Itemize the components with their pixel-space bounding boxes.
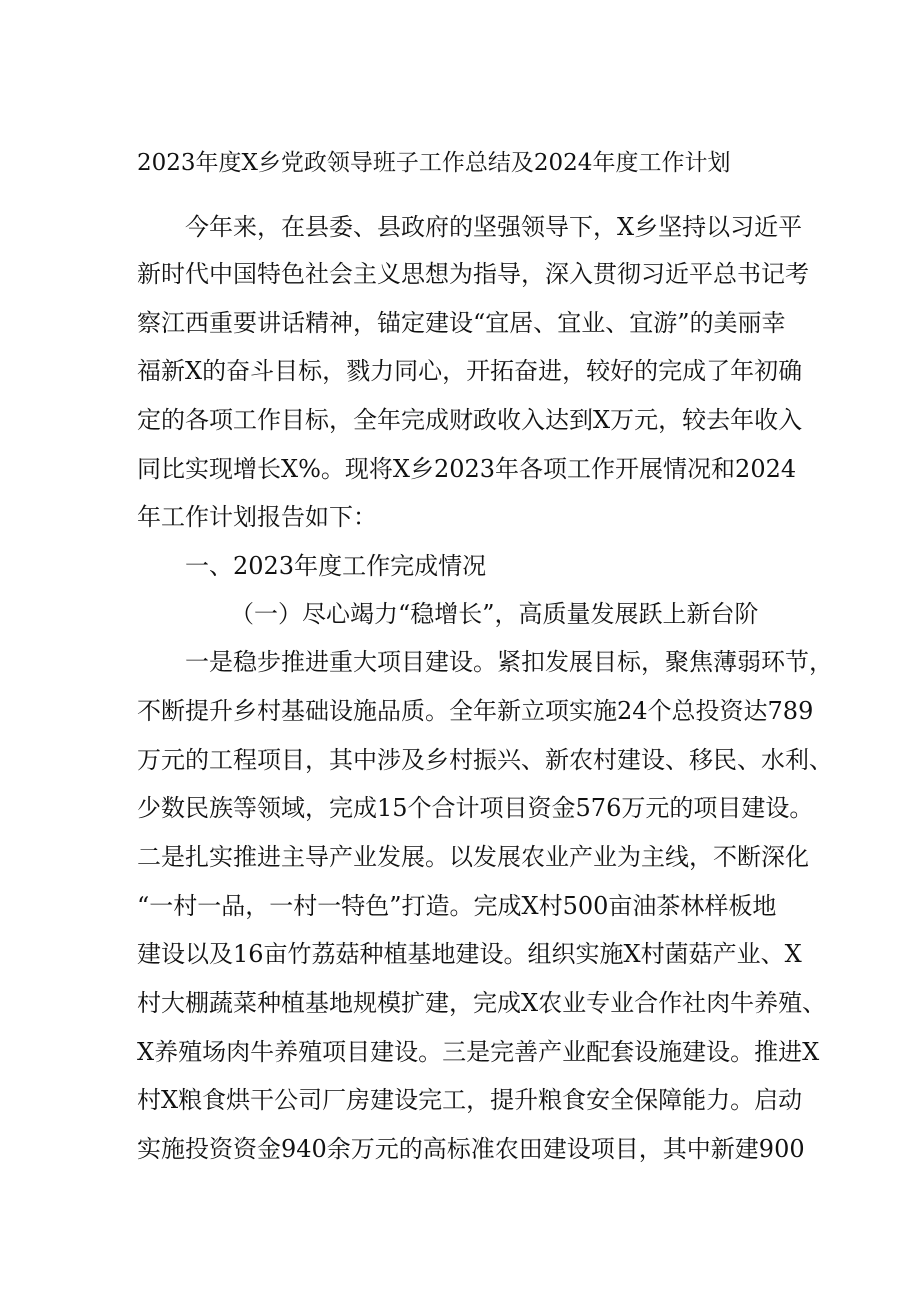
- paragraph-line: 一是稳步推进重大项目建设。紧扣发展目标，聚焦薄弱环节，: [185, 648, 833, 676]
- paragraph-line: 定的各项工作目标，全年完成财政收入达到X万元，较去年收入: [137, 406, 803, 434]
- paragraph-line: 建设以及16亩竹荔菇种植基地建设。组织实施X村菌菇产业、X: [137, 940, 802, 968]
- paragraph-line: 村大棚蔬菜种植基地规模扩建，完成X农业专业合作社肉牛养殖、: [137, 989, 827, 1017]
- paragraph-line: 今年来，在县委、县政府的坚强领导下，X乡坚持以习近平: [185, 213, 803, 241]
- paragraph-line: 察江西重要讲话精神，锚定建设“宜居、宜业、宜游”的美丽幸: [137, 309, 786, 337]
- section-heading: 一、2023年度工作完成情况: [185, 552, 487, 580]
- paragraph-line: 少数民族等领域，完成15个合计项目资金576万元的项目建设。: [137, 794, 814, 822]
- paragraph-line: 年工作计划报告如下：: [137, 503, 377, 531]
- paragraph-line: X养殖场肉牛养殖项目建设。三是完善产业配套设施建设。推进X: [137, 1038, 820, 1066]
- document-title: 2023年度X乡党政领导班子工作总结及2024年度工作计划: [137, 150, 731, 176]
- paragraph-line: 不断提升乡村基础设施品质。全年新立项实施24个总投资达789: [137, 697, 814, 725]
- paragraph-line: 村X粮食烘干公司厂房建设完工，提升粮食安全保障能力。启动: [137, 1086, 803, 1114]
- paragraph-line: 同比实现增长X%。现将X乡2023年各项工作开展情况和2024: [137, 455, 797, 483]
- paragraph-line: 福新X的奋斗目标，戮力同心，开拓奋进，较好的完成了年初确: [137, 357, 803, 385]
- paragraph-line: 万元的工程项目，其中涉及乡村振兴、新农村建设、移民、水利、: [137, 746, 833, 774]
- paragraph-line: 二是扎实推进主导产业发展。以发展农业产业为主线，不断深化: [137, 843, 809, 871]
- paragraph-line: “一村一品，一村一特色”打造。完成X村500亩油茶林样板地: [137, 892, 777, 920]
- subsection-heading: （一）尽心竭力“稳增长”，高质量发展跃上新台阶: [230, 600, 759, 628]
- paragraph-line: 新时代中国特色社会主义思想为指导，深入贯彻习近平总书记考: [137, 260, 809, 288]
- paragraph-line: 实施投资资金940余万元的高标准农田建设项目，其中新建900: [137, 1135, 805, 1163]
